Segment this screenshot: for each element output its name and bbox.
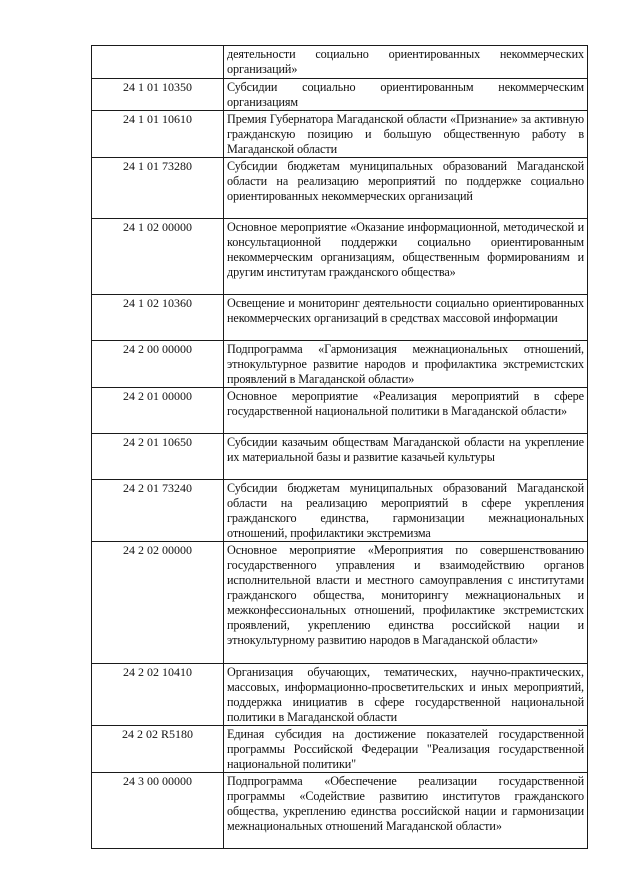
description-cell: Единая субсидия на достижение показателей государственной программы Российской Федерации "Реализация государственной национальной политики" — [224, 726, 588, 773]
table-row — [92, 773, 588, 849]
description-cell: Основное мероприятие «Оказание информационной, методической и консультационной поддержки социально ориентированным некоммерческим организациям, общественным формированиям и другим институтам гражданского общества» — [224, 219, 588, 295]
description-cell: Премия Губернатора Магаданской области «Признание» за активную гражданскую позицию и большую общественную работу в Магаданской области — [224, 111, 588, 158]
description-cell: Субсидии бюджетам муниципальных образований Магаданской области на реализацию мероприятий в сфере укрепления гражданского единства, гармонизации межнациональных отношений, профилактики экстремизма — [224, 480, 588, 542]
description-cell: Основное мероприятие «Реализация мероприятий в сфере государственной национальной политики в Магаданской области» — [224, 388, 588, 434]
code-cell: 24 1 02 10360 — [92, 295, 224, 341]
code-cell: 24 2 02 R5180 — [92, 726, 224, 773]
code-cell: 24 2 01 00000 — [92, 388, 224, 434]
description-cell: Субсидии казачьим обществам Магаданской области на укрепление их материальной базы и развитие казачьей культуры — [224, 434, 588, 480]
code-cell: 24 3 00 00000 — [92, 773, 224, 849]
description-cell: деятельности социально ориентированных некоммерческих организаций» — [224, 46, 588, 79]
table-row — [92, 341, 588, 388]
table-row — [92, 158, 588, 219]
table-row — [92, 295, 588, 341]
table-row — [92, 219, 588, 295]
table-row — [92, 46, 588, 79]
description-cell: Субсидии бюджетам муниципальных образований Магаданской области на реализацию мероприятий по поддержке социально ориентированных некоммерческих организаций — [224, 158, 588, 219]
table-row — [92, 434, 588, 480]
table-row — [92, 664, 588, 726]
code-cell: 24 1 01 10350 — [92, 79, 224, 111]
table-row — [92, 480, 588, 542]
description-cell: Основное мероприятие «Мероприятия по совершенствованию государственного управления и взаимодействию органов исполнительной власти и местного самоуправления с институтами гражданского общества, мониторингу межнациональных и межконфессиональных отношений, профилактике экстремистских проявлений, укреплению единства российской нации и этнокультурному развитию народов в Магаданской области» — [224, 542, 588, 664]
table-row — [92, 726, 588, 773]
description-cell: Подпрограмма «Гармонизация межнациональных отношений, этнокультурное развитие народов и профилактика экстремистских проявлений в Магаданской области» — [224, 341, 588, 388]
code-cell: 24 2 00 00000 — [92, 341, 224, 388]
table-row — [92, 542, 588, 664]
code-cell — [92, 46, 224, 79]
code-cell: 24 2 02 00000 — [92, 542, 224, 664]
code-cell: 24 1 01 10610 — [92, 111, 224, 158]
table-row — [92, 79, 588, 111]
code-cell: 24 2 01 73240 — [92, 480, 224, 542]
code-cell: 24 1 01 73280 — [92, 158, 224, 219]
code-cell: 24 2 02 10410 — [92, 664, 224, 726]
description-cell: Подпрограмма «Обеспечение реализации государственной программы «Содействие развитию институтов гражданского общества, укреплению единства российской нации и гармонизации межнациональных отношений Магаданской области» — [224, 773, 588, 849]
description-cell: Организация обучающих, тематических, научно-практических, массовых, информационно-просветительских и иных мероприятий, поддержка инициатив в сфере государственной национальной политики в Магаданской области — [224, 664, 588, 726]
code-cell: 24 2 01 10650 — [92, 434, 224, 480]
code-cell: 24 1 02 00000 — [92, 219, 224, 295]
table-row — [92, 388, 588, 434]
table-row — [92, 111, 588, 158]
description-cell: Субсидии социально ориентированным некоммерческим организациям — [224, 79, 588, 111]
description-cell: Освещение и мониторинг деятельности социально ориентированных некоммерческих организаций в средствах массовой информации — [224, 295, 588, 341]
budget-classification-table — [91, 45, 588, 849]
